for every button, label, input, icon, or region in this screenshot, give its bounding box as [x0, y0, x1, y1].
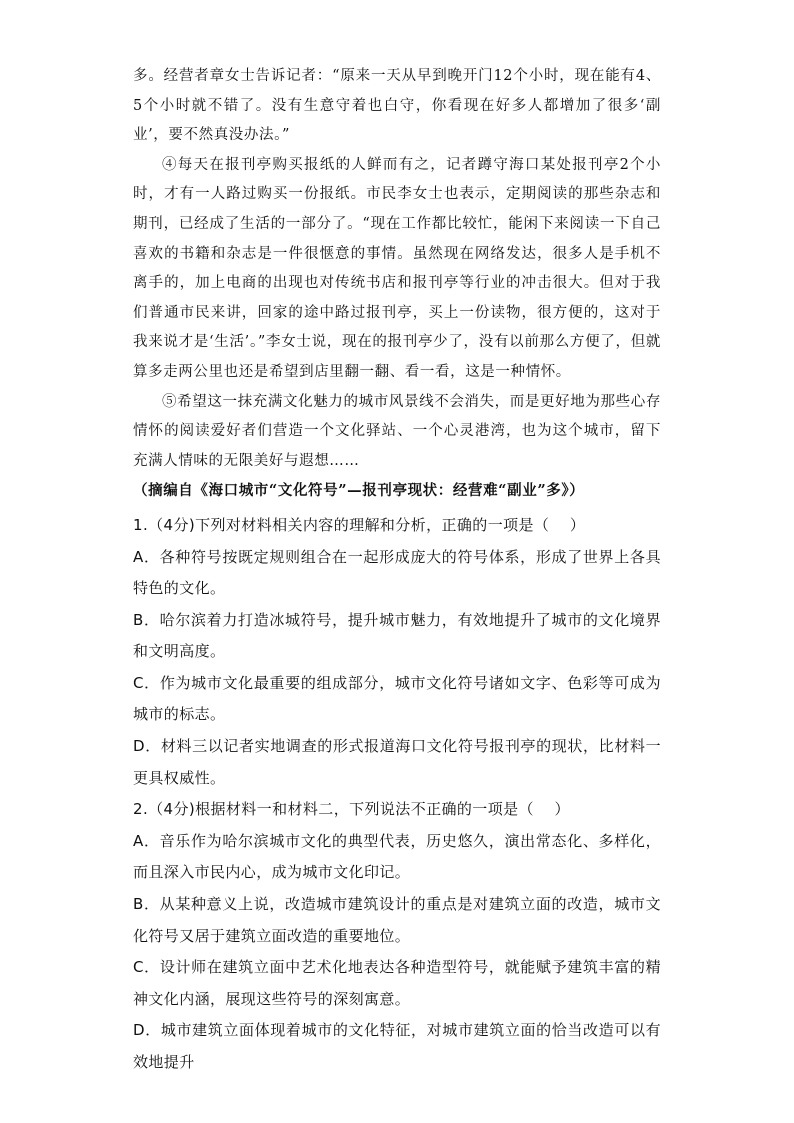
option-c: C．设计师在建筑立面中艺术化地表达各种造型符号，就能赋予建筑丰富的精神文化内涵，展现这些符号的深刻寓意。	[133, 958, 661, 1008]
option-a: A．音乐作为哈尔滨城市文化的典型代表，历史悠久，演出常态化、多样化，而且深入市民内心，成为城市文化印记。	[133, 831, 661, 882]
option-b: B．从某种意义上说，改造城市建筑设计的重点是对建筑立面的改造，城市文化符号又居于建筑立面改造的重要地位。	[133, 895, 661, 945]
option-d: D．材料三以记者实地调查的形式报道海口文化符号报刊亭的现状，比材料一更具权威性。	[133, 737, 661, 787]
option-d: D．城市建筑立面体现着城市的文化特征，对城市建筑立面的恰当改造可以有效地提升	[133, 1021, 661, 1071]
reading-passage	[133, 62, 661, 506]
passage-paragraph-5: ⑤希望这一抹充满文化魅力的城市风景线不会消失，而是更好地为那些心存情怀的阅读爱好者们营造一个文化驿站、一个心灵港湾，也为这个城市，留下充满人情味的无限美好与遐想……	[133, 393, 661, 469]
question-list	[133, 510, 661, 1079]
passage-source-citation: （摘编自《海口城市“文化符号”—报刊亭现状：经营难“副业”多》）	[133, 482, 585, 500]
option-a: A．各种符号按既定规则组合在一起形成庞大的符号体系，形成了世界上各具特色的文化。	[133, 547, 661, 598]
question-2	[133, 794, 661, 1078]
question-stem: 1.（4分)下列对材料相关内容的理解和分析，正确的一项是（ ）	[133, 515, 586, 534]
option-b: B．哈尔滨着力打造冰城符号，提升城市魅力，有效地提升了城市的文化境界和文明高度。	[133, 610, 661, 661]
question-1	[133, 510, 661, 794]
document-page	[133, 62, 661, 1079]
question-stem: 2.（4分)根据材料一和材料二，下列说法不正确的一项是（ ）	[133, 800, 570, 819]
option-c: C．作为城市文化最重要的组成部分，城市文化符号诸如文字、色彩等可成为城市的标志。	[133, 673, 661, 724]
passage-paragraph-continued: 多。经营者章女士告诉记者：“原来一天从早到晚开门12个小时，现在能有4、5个小时就不错了。没有生意守着也白守，你看现在好多人都增加了很多‘副业’，要不然真没办法。”	[133, 68, 661, 144]
passage-paragraph-4: ④每天在报刊亭购买报纸的人鲜而有之，记者蹲守海口某处报刊亭2个小时，才有一人路过购买一份报纸。市民李女士也表示，定期阅读的那些杂志和期刊，已经成了生活的一部分了。“现在工作都比较忙，能闲下来阅读一下自己喜欢的书籍和杂志是一件很惬意的事情。虽然现在网络发达，很多人是手机不离手的，加上电商的出现也对传统书店和报刊亭等行业的冲击很大。但对于我们普通市民来讲，回家的途中路过报刊亭，买上一份读物，很方便的，这对于我来说才是‘生活’。”李女士说，现在的报刊亭少了，没有以前那么方便了，但就算多走两公里也还是希望到店里翻一翻、看一看，这是一种情怀。	[133, 156, 661, 380]
